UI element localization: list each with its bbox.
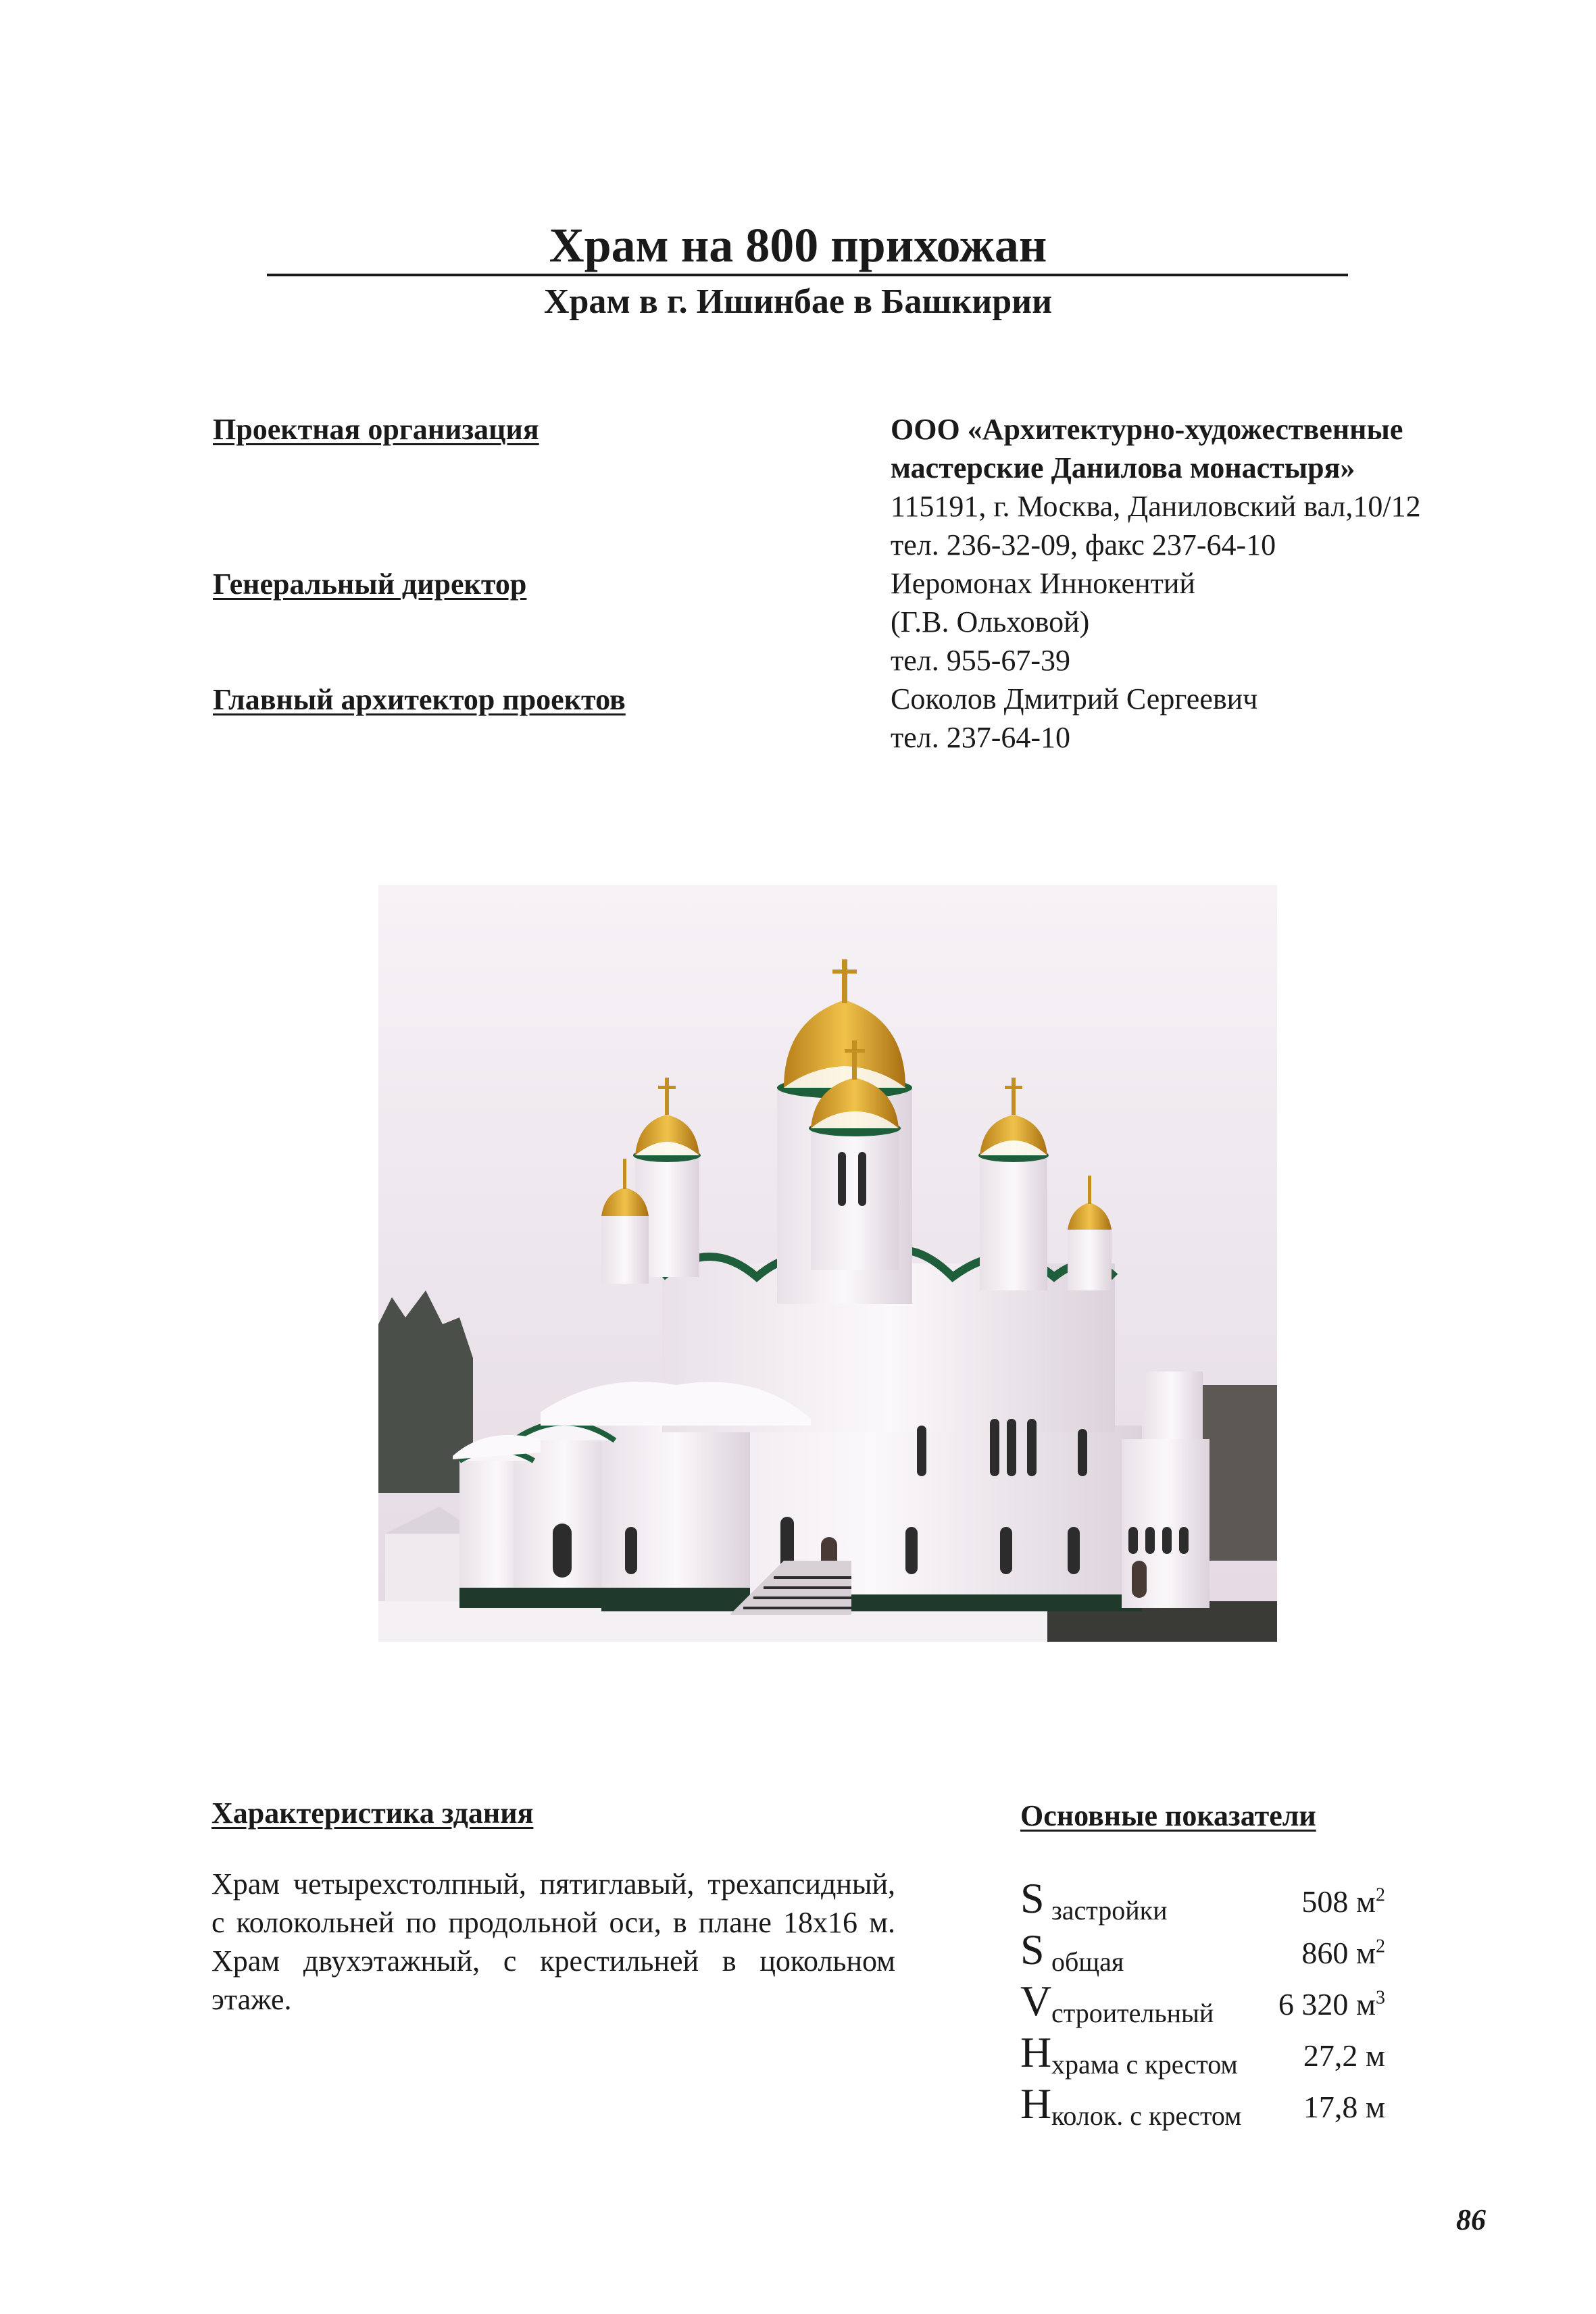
page-number: 86	[1456, 2203, 1486, 2236]
metric-row	[1020, 1923, 1399, 1977]
page-subtitle: Храм в г. Ишинбае в Башкирии	[543, 282, 1053, 321]
metric-row	[1020, 2026, 1399, 2080]
metric-symbol: H	[1020, 2028, 1052, 2076]
metric-value: 27,2 м	[1303, 2038, 1385, 2073]
metric-symbol: S	[1020, 1874, 1045, 1922]
metric-value: 508 $м^2$	[1301, 1884, 1385, 1919]
metric-value: 860 $м^2$	[1301, 1936, 1385, 1970]
director-name-2: (Г.В. Ольховой)	[891, 605, 1090, 638]
page-title: Храм на 800 прихожан	[549, 218, 1047, 272]
metric-symbol: H	[1020, 2080, 1052, 2128]
metric-value: 17,8 м	[1303, 2090, 1385, 2124]
metric-subscript: общая	[1051, 1946, 1124, 1977]
architect-phone: тел. 237-64-10	[891, 721, 1071, 754]
org-phone: тел. 236-32-09, факс 237-64-10	[891, 528, 1276, 561]
church-photo	[378, 885, 1277, 1642]
metric-symbol: V	[1020, 1977, 1052, 2025]
org-name-line1: ООО «Архитектурно-художественные	[891, 413, 1403, 446]
architect-name: Соколов Дмитрий Сергеевич	[891, 682, 1258, 715]
metric-row	[1020, 1974, 1399, 2026]
metric-subscript: строительный	[1051, 1998, 1214, 2028]
metric-value: 6 320 $м^3$	[1278, 1987, 1385, 2021]
metrics-label: Основные показатели	[1020, 1799, 1316, 1832]
architect-label: Главный архитектор проектов	[213, 683, 626, 716]
director-label: Генеральный директор	[213, 568, 527, 601]
metric-row	[1020, 2077, 1399, 2131]
metric-row	[1020, 1871, 1399, 1926]
org-name-line2: мастерские Данилова монастыря»	[891, 451, 1355, 484]
building-description: Храм четырехстолпный, пятиглавый, трехапсидный, с колокольней по продольной оси, в плане 18х16 м. Храм двухэтажный, с крестильней в цокольном этаже.	[211, 1867, 895, 2016]
org-address: 115191, г. Москва, Даниловский вал,10/12	[891, 490, 1421, 523]
org-label: Проектная организация	[213, 413, 539, 446]
title-divider	[267, 274, 1348, 276]
metric-subscript: колок. с крестом	[1051, 2101, 1242, 2131]
metric-symbol: S	[1020, 1926, 1045, 1973]
director-name: Иеромонах Иннокентий	[891, 567, 1195, 600]
director-phone: тел. 955-67-39	[891, 644, 1071, 677]
metric-subscript: застройки	[1051, 1895, 1168, 1926]
metric-subscript: храма с крестом	[1051, 2049, 1238, 2080]
building-label: Характеристика здания	[211, 1796, 534, 1830]
